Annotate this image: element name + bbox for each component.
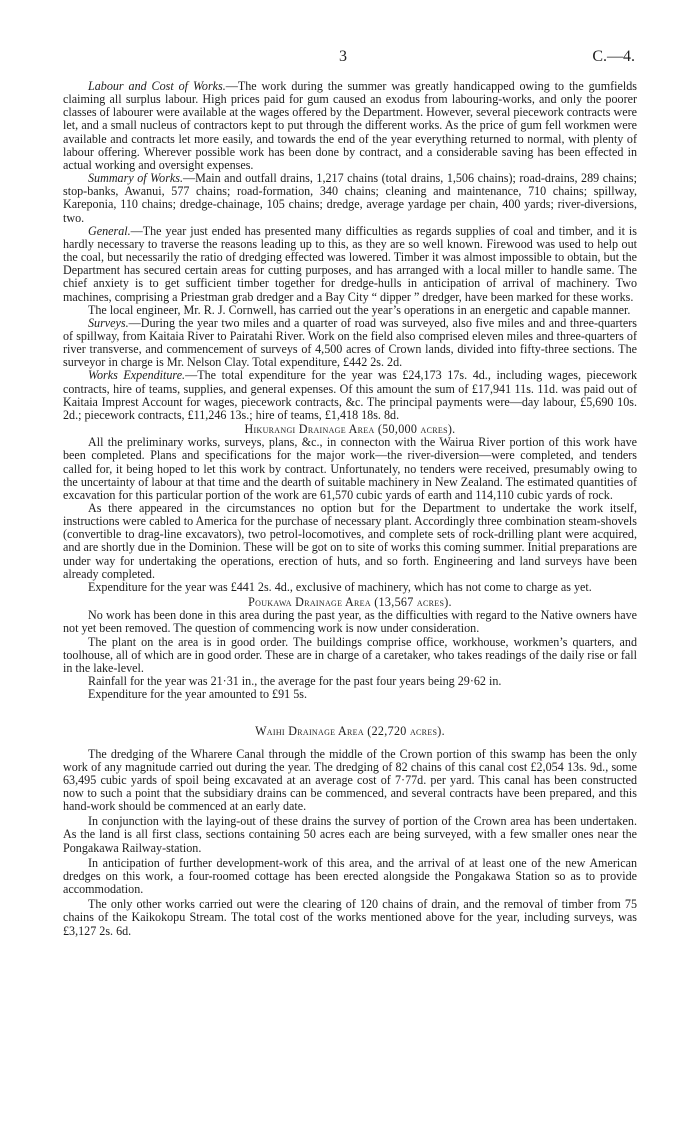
page-body [63,80,637,938]
paragraph-waihi-2: In conjunction with the laying-out of these drains the survey of portion of the Crown area has been undertaken. As the land is all first class, sections containing 50 acres each are being surveyed, with a few smaller ones near the Pongakawa Railway-station. [63,814,637,855]
paragraph-hikurangi-1: All the preliminary works, surveys, plans, &c., in connecton with the Wairua River portion of this work have been completed. Plans and specifications for the major work—the river-diversion—were completed, and tenders called for, it being hoped to let this work by contract. Unfortunately, no tenders were received, presumably owing to the uncertainty of labour at that time and the dearth of suitable machinery in New Zealand. The estimated quantities of excavation for this particular portion of the work are 61,570 cubic yards of earth and 114,110 cubic yards of rock. [63,435,637,502]
paragraph-labour [63,80,637,172]
paragraph-poukawa-4: Expenditure for the year amounted to £91 5s. [88,687,307,702]
paragraph-text: —The total expenditure for the year was £24,173 17s. 4d., including wages, piecework contracts, hire of teams, supplies, and general expenses. Of this amount the sum of £17,941 11s. 11d. was paid out of Kaitaia Imprest Account for wages, piecework contracts, &c. The principal payments were—day labour, £5,690 10s. 2d.; piecework contracts, £11,246 13s.; hire of teams, £1,418 18s. 8d. [63,368,637,422]
page-header [0,48,700,66]
section-heading-poukawa: Poukawa Drainage Area (13,567 acres). [248,595,452,610]
paragraph-text: —Main and outfall drains, 1,217 chains (total drains, 1,506 chains); road-drains, 289 chains; stop-banks, Awanui, 577 chains; road-formation, 340 chains; cleaning and maintenance, 710 chains; spillway, Kareponia, 110 chains; dredge-chainage, 105 chains; dredge, average yardage per chain, 400 yards; river-diversions, two. [63,171,637,225]
paragraph-title: General. [88,223,131,238]
paragraph-surveys [63,317,637,370]
paragraph-hikurangi-2: As there appeared in the circumstances no option but for the Department to undertake the work itself, instructions were cabled to America for the purchase of necessary plant. Accordingly three combination steam-shovels (convertible to drag-line excavators), two petrol-locomotives, and complete sets of rock-drilling plant were acquired, and are shortly due in the Dominion. These will be got on to site of works this coming summer. Initial preparations are under way for undertaking the operations, erection of huts, and so forth. Engineering and land surveys have been already completed. [63,501,637,581]
paragraph-poukawa-1: No work has been done in this area during the past year, as the difficulties with regard to the Native owners have not yet been removed. The question of commencing work is now under consideration. [63,608,637,636]
paragraph-waihi-1: The dredging of the Wharere Canal through the middle of the Crown portion of this swamp has been the only work of any magnitude carried out during the year. The dredging of 82 chains of this canal cost £2,054 13s. 9d., some 63,495 cubic yards of spoil being excavated at an average cost of 7·77d. per yard. This canal has been constructed now to such a point that the subsidiary drains can be commenced, and several contracts have been prepared, and this hand-work should be commenced at an early date. [63,746,637,814]
section-heading-waihi: Waihi Drainage Area (22,720 acres). [255,724,445,739]
section-heading-hikurangi: Hikurangi Drainage Area (50,000 acres). [244,422,456,437]
paragraph-hikurangi-3: Expenditure for the year was £441 2s. 4d., exclusive of machinery, which has not come to charge as yet. [88,579,592,594]
paragraph-engineer: The local engineer, Mr. R. J. Cornwell, has carried out the year’s operations in an energetic and capable manner. [88,302,631,317]
paragraph-text: —The year just ended has presented many difficulties as regards supplies of coal and timber, and it is hardly necessary to traverse the reasons leading up to this, as they are so well known. Firewood was used to help out the coal, but necessarily the ratio of dredging effected was lowered. Timber it was almost impossible to obtain, but the Department has secured certain areas for cutting purposes, and has arranged with a local miller to handle same. The chief anxiety is to get sufficient timber together for dredge-hulls in anticipation of arrival of machinery. Two machines, comprising a Priestman grab dredger and a Bay City “ dipper ” dredger, have been marked for these works. [63,223,637,304]
paragraph-poukawa-2: The plant on the area is in good order. The buildings comprise office, workhouse, workmen’s quarters, and toolhouse, all of which are in good order. These are in charge of a caretaker, who takes readings of the daily rise or fall in the lake-level. [63,634,637,675]
page-number: 3 [339,48,347,65]
paragraph-summary [63,172,637,225]
paragraph-waihi-4: The only other works carried out were the clearing of 120 chains of drain, and the removal of timber from 75 chains of the Kaikokopu Stream. The total cost of the works mentioned above for the year, including surveys, was £3,127 2s. 6d. [63,897,637,938]
paragraph-poukawa-3: Rainfall for the year was 21·31 in., the average for the past four years being 29·62 in. [88,674,502,689]
paragraph-waihi-3: In anticipation of further development-work of this area, and the arrival of at least one of the new American dredges on this work, a four-roomed cottage has been erected alongside the Pongakawa Station so as to provide accommodation. [63,855,637,897]
paragraph-text: —During the year two miles and a quarter of road was surveyed, also five miles and and three-quarters of spillway, from Kaitaia River to Pairatahi River. Work on the field also comprised eleven miles and three-quarters of river transverse, and commencement of surveys of 4,500 acres of Crown lands, divided into fifty-three sections. The surveyor in charge is Mr. Nelson Clay. Total expenditure, £442 2s. 2d. [63,315,637,370]
paragraph-title: Summary of Works. [88,171,183,186]
paragraph-works-expenditure [63,369,637,422]
paragraph-title: Works Expenditure. [88,368,186,383]
paragraph-title: Labour and Cost of Works. [88,79,226,93]
paragraph-general [63,225,637,304]
document-reference: C.—4. [592,48,635,65]
paragraph-title: Surveys. [88,315,129,330]
paragraph-text: —The work during the summer was greatly handicapped owing to the gumfields claiming all surplus labour. High prices paid for gum caused an exodus from labouring-works, and only the poorer classes of labourer were available at the wages offered by the Department. However, several piecework contracts were let, and a small nucleus of contractors kept to put through the different works. As the price of gum fell workmen were available and contracts let more easily, and towards the end of the year everything returned to normal, with plenty of labour offering. Wherever possible work has been done by contract, and a considerable saving has been effected in actual working and oversight expenses. [63,79,637,172]
